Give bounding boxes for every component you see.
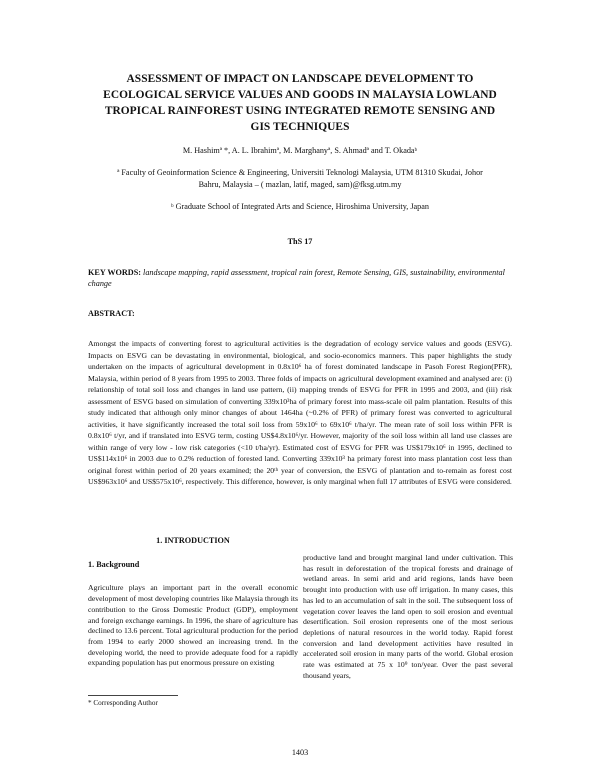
- paper-title: ASSESSMENT OF IMPACT ON LANDSCAPE DEVELOPMENT TO ECOLOGICAL SERVICE VALUES AND GOODS IN MALAYSIA LOWLAND TROPICAL RAINFOREST USING INTEGRATED REMOTE SENSING AND GIS TECHNIQUES: [103, 73, 497, 133]
- intro-paragraph-left: Agriculture plays an important part in the overall economic development of most developing countries like Malaysia through its contribution to the Gross Domestic Product (GDP), employment and foreign exchange earnings. In 1996, the share of agriculture has declined to 13.6 percent. Total agricultural production for the period from 1994 to early 2000 showed an increasing trend. In the developing world, the need to provide adequate food for a rapidly expanding population has put enormous pressure on existing: [88, 583, 298, 668]
- right-column: [303, 553, 513, 681]
- keywords-text: landscape mapping, rapid assessment, tropical rain forest, Remote Sensing, GIS, sustainability, environmental change: [88, 268, 505, 288]
- left-column: [88, 536, 298, 669]
- author-list: M. Hashimª *, A. L. Ibrahimª, M. Marghanyª, S. Ahmadª and T. Okadaᵇ: [182, 146, 418, 155]
- abstract-text: Amongst the impacts of converting forest to agricultural activities is the degradation of ecology service values and goods (ESVG). Impacts on ESVG can be devastating in environmental, biological, and socio-economics manners. This paper highlights the study undertaken on the impacts of agricultural development in 0.8x10⁶ ha of forest dominated landscape in Pasoh Forest Region(PFR), Malaysia, within period of 8 years from 1995 to 2003. Three folds of impacts on agricultural development examined and analysed are: (i) relationship of total soil loss and changes in land use pattern, (ii) mapping trends of ESVG for PFR in 1995 and 2003, and (iii) risk assessment of ESVG based on simulation of converting 339x10³ha of primary forest into mass-scale oil palm plantation. Results of this study indicated that although only minor changes of about 1464ha (~0.2% of PFR) of primary forest was converted to agricultural activities, it have significantly increased the total soil loss from 59x10⁶ to 69x10⁶ t/ha/yr. The mean rate of soil loss within PFR is 0.8x10⁶ t/yr, and if translated into ESVG term, costing US$4.8x10⁶/yr. However, majority of the soil loss within all land use classes are within range of very low - low risk categories (<10 t/ha/yr). Estimated cost of ESVG for PFR was US$179x10⁶ in 1995, declined to US$114x10⁶ in 2003 due to 0.2% reduction of forested land. Converting 339x10³ ha primary forest into mass plantation cost less than original forest within period of 20 years examined; the 20ᵗʰ year of conversion, the ESVG of plantation and to-remain as forest cost US$963x10⁶ and US$575x10⁶, respectively. This difference, however, is only marginal when full 17 attributes of ESVG were considered.: [88, 339, 512, 486]
- session-code: ThS 17: [287, 237, 313, 246]
- affiliation-a: ª Faculty of Geoinformation Science & Engineering, Universiti Teknologi Malaysia, UTM 81310 Skudai, Johor Bahru, Malaysia – ( mazlan, latif, maged, sam)@fksg.utm.my: [117, 168, 483, 189]
- affiliation-b: ᵇ Graduate School of Integrated Arts and Science, Hiroshima University, Japan: [170, 202, 430, 211]
- footnote: * Corresponding Author: [88, 699, 158, 707]
- subsection-heading: 1. Background: [88, 559, 140, 569]
- abstract-heading: ABSTRACT:: [88, 309, 135, 318]
- keywords-label: KEY WORDS:: [88, 268, 141, 277]
- intro-paragraph-right: productive land and brought marginal land under cultivation. This has result in deforestation of the tropical forests and drainage of wetland areas. In semi arid and arid regions, lands have been brought into production with use off irrigation. In many cases, this has led to an accumulation of salt in the soil. The subsequent loss of vegetation cover leaves the land open to soil erosion and eventual desertification. Soil erosion represents one of the most serious depletions of natural resources in the world today. Rapid forest conversion and land development activities have resulted in accelerated soil erosion in many parts of the world. Global erosion rate was estimated at 75 x 10⁹ ton/year. Over the past several thousand years,: [303, 553, 513, 680]
- page-number: 1403: [291, 748, 309, 757]
- section-heading: 1. INTRODUCTION: [156, 536, 230, 545]
- footnote-divider: [88, 695, 178, 696]
- keywords-block: [88, 267, 518, 289]
